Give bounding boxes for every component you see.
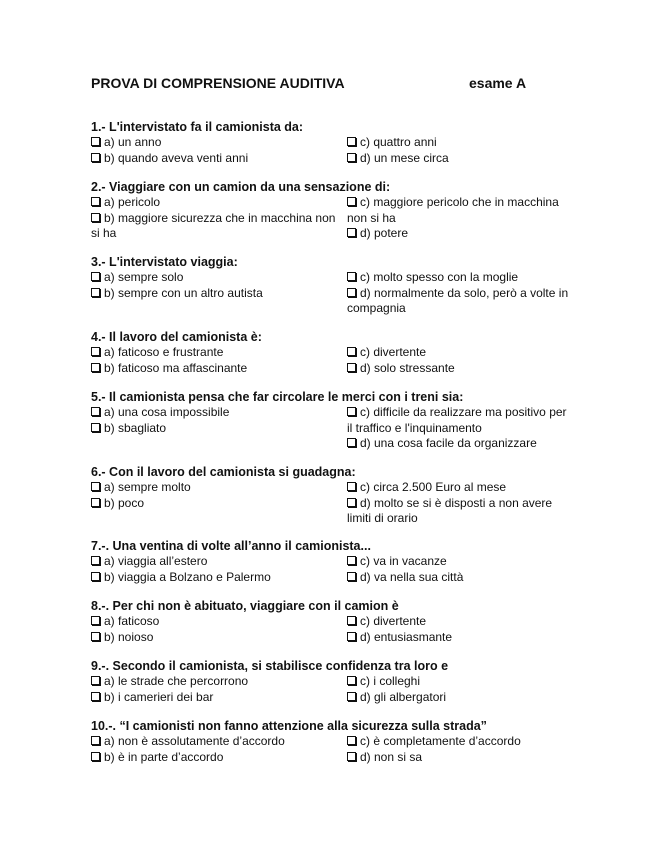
checkbox-icon[interactable] xyxy=(347,272,356,281)
question-title: 2.- Viaggiare con un camion da una sensazione di: xyxy=(91,180,391,194)
answer-column-right xyxy=(347,135,571,166)
answer-label: a) sempre solo xyxy=(104,270,184,284)
answer-column-right xyxy=(347,734,571,765)
answer-options xyxy=(91,270,571,317)
question-title: 4.- Il lavoro del camionista è: xyxy=(91,330,262,344)
answer-option[interactable] xyxy=(91,734,347,750)
answer-option[interactable] xyxy=(91,554,347,570)
answer-label: c) è completamente d’accordo xyxy=(360,734,521,748)
answer-label: d) solo stressante xyxy=(360,360,455,375)
checkbox-icon[interactable] xyxy=(347,137,356,146)
checkbox-icon[interactable] xyxy=(91,632,100,641)
answer-options xyxy=(91,480,571,527)
answer-column-right xyxy=(347,405,571,452)
answer-label: d) va nella sua città xyxy=(360,569,464,584)
answer-column-right xyxy=(347,195,571,242)
answer-column-right xyxy=(347,614,571,645)
answer-column-left xyxy=(91,345,347,376)
answer-option[interactable] xyxy=(347,570,571,586)
answer-option[interactable] xyxy=(347,496,571,527)
answer-option[interactable] xyxy=(91,690,347,706)
checkbox-icon[interactable] xyxy=(91,556,100,565)
answer-options xyxy=(91,554,571,585)
checkbox-icon[interactable] xyxy=(91,213,100,222)
question-title: 6.- Con il lavoro del camionista si guadagna: xyxy=(91,465,356,479)
checkbox-icon[interactable] xyxy=(91,153,100,162)
exam-title: PROVA DI COMPRENSIONE AUDITIVA xyxy=(91,75,345,91)
question-title: 9.-. Secondo il camionista, si stabilisce confidenza tra loro e xyxy=(91,659,449,673)
checkbox-icon[interactable] xyxy=(91,572,100,581)
checkbox-icon[interactable] xyxy=(91,482,100,491)
checkbox-icon[interactable] xyxy=(347,363,356,372)
answer-label: b) faticoso ma affascinante xyxy=(104,360,248,375)
answer-label: b) sempre con un altro autista xyxy=(104,285,263,300)
answer-option[interactable] xyxy=(91,211,347,242)
answer-column-left xyxy=(91,270,347,317)
checkbox-icon[interactable] xyxy=(91,736,100,745)
answer-options xyxy=(91,195,571,242)
checkbox-icon[interactable] xyxy=(347,482,356,491)
answer-option[interactable] xyxy=(91,421,347,437)
checkbox-icon[interactable] xyxy=(347,572,356,581)
answer-label: a) un anno xyxy=(104,135,162,149)
answer-option[interactable] xyxy=(91,270,347,286)
answer-option[interactable] xyxy=(347,195,571,226)
answer-label: c) divertente xyxy=(360,614,427,628)
checkbox-icon[interactable] xyxy=(91,288,100,297)
answer-option[interactable] xyxy=(347,674,571,690)
answer-options xyxy=(91,135,571,166)
answer-option[interactable] xyxy=(347,270,571,286)
answer-label: c) maggiore pericolo che in macchina non si ha xyxy=(347,195,559,225)
checkbox-icon[interactable] xyxy=(91,347,100,356)
checkbox-icon[interactable] xyxy=(347,752,356,761)
answer-column-left xyxy=(91,480,347,527)
answer-column-left xyxy=(91,614,347,645)
checkbox-icon[interactable] xyxy=(347,632,356,641)
question-2 xyxy=(91,180,571,242)
checkbox-icon[interactable] xyxy=(347,153,356,162)
answer-label: b) noioso xyxy=(104,629,154,644)
answer-label: d) molto se si è disposti a non avere limiti di orario xyxy=(347,495,553,525)
answer-label: a) faticoso e frustrante xyxy=(104,345,224,359)
answer-label: d) una cosa facile da organizzare xyxy=(360,436,537,450)
checkbox-icon[interactable] xyxy=(347,197,356,206)
answer-option[interactable] xyxy=(347,361,571,377)
answer-option[interactable] xyxy=(91,496,347,512)
question-4 xyxy=(91,330,571,376)
answer-option[interactable] xyxy=(91,361,347,377)
answer-option[interactable] xyxy=(91,135,347,151)
answer-column-right xyxy=(347,554,571,585)
checkbox-icon[interactable] xyxy=(347,556,356,565)
answer-label: c) difficile da realizzare ma positivo per il traffico e l'inquinamento xyxy=(347,405,567,435)
answer-label: a) non è assolutamente d’accordo xyxy=(104,734,285,748)
question-title: 7.-. Una ventina di volte all’anno il camionista... xyxy=(91,539,371,553)
checkbox-icon[interactable] xyxy=(347,616,356,625)
exam-label: esame A xyxy=(469,75,527,91)
answer-label: c) quattro anni xyxy=(360,135,437,149)
answer-option[interactable] xyxy=(91,151,347,167)
checkbox-icon[interactable] xyxy=(91,407,100,416)
checkbox-icon[interactable] xyxy=(347,736,356,745)
answer-label: d) gli albergatori xyxy=(360,689,447,704)
question-1 xyxy=(91,120,571,166)
answer-column-right xyxy=(347,345,571,376)
answer-option[interactable] xyxy=(91,405,347,421)
answer-label: d) entusiasmante xyxy=(360,629,453,644)
answer-column-right xyxy=(347,480,571,527)
answer-column-left xyxy=(91,405,347,452)
answer-label: b) maggiore sicurezza che in macchina non si ha xyxy=(91,210,336,240)
answer-label: b) quando aveva venti anni xyxy=(104,150,249,165)
answer-option[interactable] xyxy=(347,345,571,361)
checkbox-icon[interactable] xyxy=(347,676,356,685)
question-8 xyxy=(91,599,571,645)
checkbox-icon[interactable] xyxy=(347,438,356,447)
answer-label: b) è in parte d’accordo xyxy=(104,749,224,764)
question-7 xyxy=(91,539,571,585)
answer-column-left xyxy=(91,674,347,705)
checkbox-icon[interactable] xyxy=(347,407,356,416)
checkbox-icon[interactable] xyxy=(91,197,100,206)
checkbox-icon[interactable] xyxy=(91,692,100,701)
question-5 xyxy=(91,390,571,452)
question-title: 8.-. Per chi non è abituato, viaggiare con il camion è xyxy=(91,599,399,613)
question-9 xyxy=(91,659,571,705)
checkbox-icon[interactable] xyxy=(347,692,356,701)
answer-option[interactable] xyxy=(91,570,347,586)
answer-column-right xyxy=(347,674,571,705)
question-10 xyxy=(91,719,571,765)
answer-label: a) pericolo xyxy=(104,195,161,209)
checkbox-icon[interactable] xyxy=(347,228,356,237)
question-3 xyxy=(91,255,571,317)
answer-label: d) potere xyxy=(360,226,409,240)
answer-label: c) molto spesso con la moglie xyxy=(360,270,519,284)
checkbox-icon[interactable] xyxy=(91,363,100,372)
question-title: 10.-. “I camionisti non fanno attenzione alla sicurezza sulla strada” xyxy=(91,719,487,733)
answer-label: a) le strade che percorrono xyxy=(104,674,249,688)
answer-column-left xyxy=(91,135,347,166)
answer-options xyxy=(91,734,571,765)
answer-option[interactable] xyxy=(347,750,571,766)
answer-label: b) viaggia a Bolzano e Palermo xyxy=(104,569,271,584)
question-title: 3.- L'intervistato viaggia: xyxy=(91,255,238,269)
answer-options xyxy=(91,345,571,376)
answer-label: b) i camerieri dei bar xyxy=(104,689,214,704)
answer-option[interactable] xyxy=(347,480,571,496)
answer-column-left xyxy=(91,554,347,585)
answer-label: a) faticoso xyxy=(104,614,160,628)
checkbox-icon[interactable] xyxy=(91,676,100,685)
answer-label: a) sempre molto xyxy=(104,480,191,494)
answer-options xyxy=(91,674,571,705)
answer-option[interactable] xyxy=(91,286,347,302)
answer-label: a) viaggia all’estero xyxy=(104,554,208,568)
answer-label: a) una cosa impossibile xyxy=(104,405,230,419)
checkbox-icon[interactable] xyxy=(91,423,100,432)
answer-column-left xyxy=(91,734,347,765)
answer-label: c) divertente xyxy=(360,345,427,359)
answer-option[interactable] xyxy=(347,630,571,646)
answer-option[interactable] xyxy=(347,614,571,630)
question-title: 5.- Il camionista pensa che far circolare le merci con i treni sia: xyxy=(91,390,464,404)
checkbox-icon[interactable] xyxy=(91,498,100,507)
answer-label: c) va in vacanze xyxy=(360,554,447,568)
answer-option[interactable] xyxy=(347,405,571,436)
answer-label: d) normalmente da solo, però a volte in compagnia xyxy=(347,285,569,315)
answer-option[interactable] xyxy=(91,480,347,496)
answer-option[interactable] xyxy=(91,674,347,690)
answer-option[interactable] xyxy=(347,690,571,706)
question-title: 1.- L'intervistato fa il camionista da: xyxy=(91,120,304,134)
checkbox-icon[interactable] xyxy=(347,498,356,507)
answer-option[interactable] xyxy=(91,614,347,630)
checkbox-icon[interactable] xyxy=(91,137,100,146)
answer-column-left xyxy=(91,195,347,242)
answer-label: d) non si sa xyxy=(360,749,423,764)
answer-option[interactable] xyxy=(347,226,571,242)
checkbox-icon[interactable] xyxy=(91,272,100,281)
checkbox-icon[interactable] xyxy=(91,752,100,761)
answer-option[interactable] xyxy=(91,195,347,211)
answer-option[interactable] xyxy=(347,436,571,452)
answer-option[interactable] xyxy=(347,151,571,167)
answer-label: b) poco xyxy=(104,495,145,510)
question-6 xyxy=(91,465,571,527)
answer-label: d) un mese circa xyxy=(360,150,449,165)
answer-label: c) i colleghi xyxy=(360,674,421,688)
answer-option[interactable] xyxy=(347,286,571,317)
header xyxy=(91,75,541,95)
answer-option[interactable] xyxy=(91,630,347,646)
answer-label: b) sbagliato xyxy=(104,420,167,435)
answer-option[interactable] xyxy=(91,750,347,766)
checkbox-icon[interactable] xyxy=(91,616,100,625)
answer-option[interactable] xyxy=(347,734,571,750)
answer-option[interactable] xyxy=(91,345,347,361)
answer-option[interactable] xyxy=(347,554,571,570)
checkbox-icon[interactable] xyxy=(347,347,356,356)
answer-options xyxy=(91,405,571,452)
answer-option[interactable] xyxy=(347,135,571,151)
answer-options xyxy=(91,614,571,645)
checkbox-icon[interactable] xyxy=(347,288,356,297)
answer-column-right xyxy=(347,270,571,317)
answer-label: c) circa 2.500 Euro al mese xyxy=(360,480,507,494)
